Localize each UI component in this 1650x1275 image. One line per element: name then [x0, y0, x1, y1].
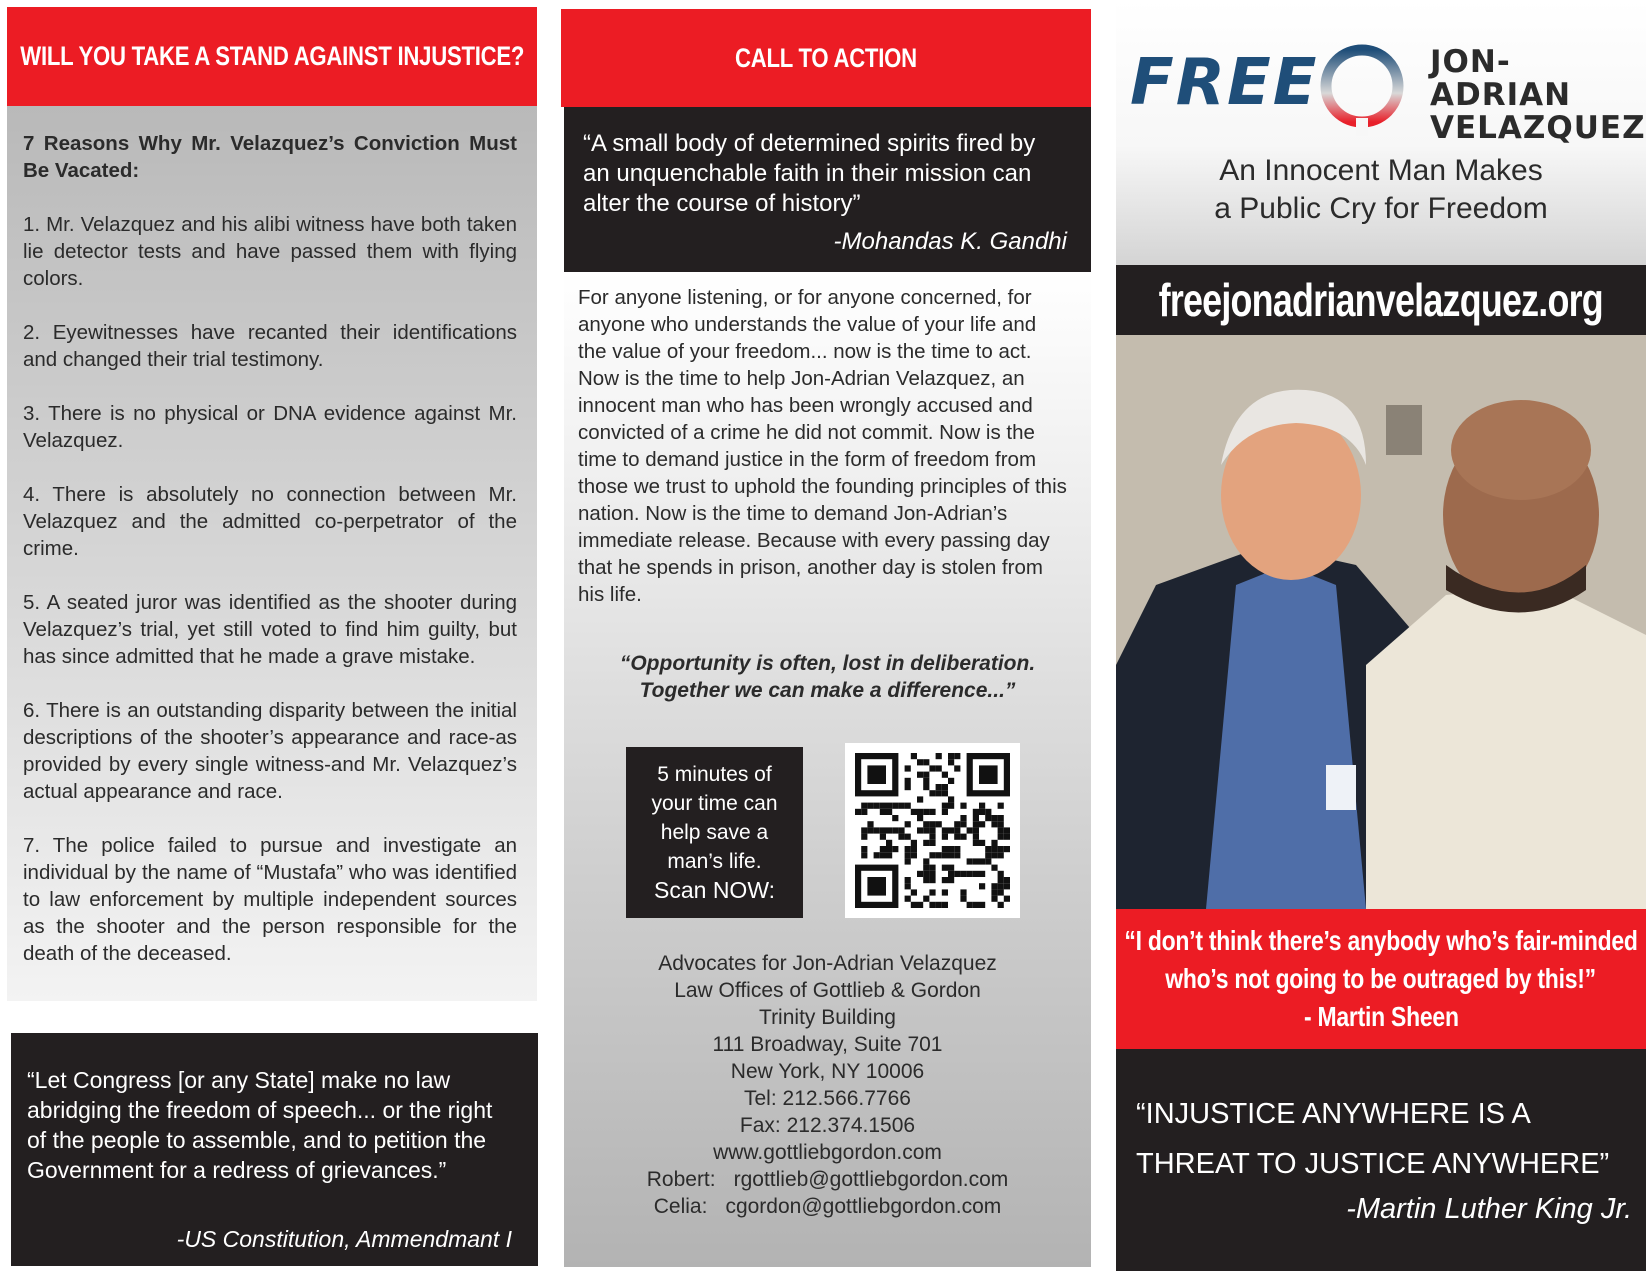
sheen-quote-line-1: “I don’t think there’s anybody who’s fair-minded — [1124, 925, 1638, 956]
contact-celia — [564, 1193, 1091, 1220]
logo-name-line-2: VELAZQUEZ — [1430, 110, 1646, 146]
address-line-3: Trinity Building — [759, 1006, 896, 1029]
reason-4: 4. There is absolutely no connection between Mr. Velazquez and the admitted co-perpetrator of the crime. — [23, 483, 517, 560]
reason-2: 2. Eyewitnesses have recanted their identifications and changed their trial testimony. — [23, 321, 517, 371]
call-to-action-box — [564, 272, 1091, 1267]
reason-7: 7. The police failed to pursue and investigate an individual by the name of “Mustafa” who was identified to law enforcement by multiple independent sources as the shooter and the person responsible for the death of the deceased. — [23, 834, 517, 965]
reason-5: 5. A seated juror was identified as the shooter during Velazquez’s trial, yet still voted to find him guilty, but has since admitted that he made a grave mistake. — [23, 591, 517, 668]
contact-name: Robert: — [646, 1168, 716, 1191]
left-panel — [7, 7, 537, 1267]
reason-6: 6. There is an outstanding disparity between the initial descriptions of the shooter’s appearance and race-as provided by every single witness-and Mr. Velazquez’s actual appearance and race. — [23, 699, 517, 803]
address-line-4: 111 Broadway, Suite 701 — [712, 1033, 943, 1056]
website-link[interactable]: www.gottliebgordon.com — [713, 1141, 942, 1164]
reasons-title: 7 Reasons Why Mr. Velazquez’s Conviction Must Be Vacated: — [23, 132, 517, 182]
right-panel — [1116, 0, 1650, 1275]
reasons-box — [7, 106, 537, 1001]
tagline — [1116, 152, 1646, 228]
tagline-line-1: An Innocent Man Makes — [1219, 154, 1543, 187]
scan-now-label: Scan NOW: — [654, 877, 775, 903]
address-line-1: Advocates for Jon-Adrian Velazquez — [658, 952, 997, 975]
callout-line-1: “Opportunity is often, lost in deliberation. — [619, 652, 1036, 675]
website-url[interactable]: freejonadrianvelazquez.org — [1158, 274, 1604, 326]
constitution-attribution: -US Constitution, Ammendmant I — [176, 1226, 512, 1252]
photo-image — [1116, 335, 1646, 909]
middle-panel — [561, 9, 1091, 1267]
gandhi-quote: “A small body of determined spirits fired by an unquenchable faith in their mission can alter the course of history” — [583, 130, 1036, 217]
reason-3: 3. There is no physical or DNA evidence against Mr. Velazquez. — [23, 402, 517, 452]
qr-code[interactable] — [845, 743, 1020, 918]
constitution-quote: “Let Congress [or any State] make no law abridging the freedom of speech... or the right of the people to assemble, and to petition the Government for a redress of grievances.” — [27, 1067, 493, 1183]
scan-line-4: man’s life. — [667, 850, 762, 873]
logo-ring-icon — [1312, 38, 1412, 138]
gandhi-attribution: -Mohandas K. Gandhi — [833, 228, 1067, 255]
scan-now-box — [626, 747, 803, 918]
mlk-quote-line-2: THREAT TO JUSTICE ANYWHERE” — [1136, 1148, 1610, 1180]
deliberation-callout — [564, 650, 1091, 704]
sheen-attribution: - Martin Sheen — [1303, 1001, 1459, 1032]
address-line-2: Law Offices of Gottlieb & Gordon — [674, 979, 981, 1002]
website-bar[interactable] — [1116, 265, 1646, 335]
logo-name — [1430, 46, 1646, 145]
mlk-quote — [1136, 1089, 1609, 1189]
qr-code-image — [845, 743, 1020, 918]
left-header-bar — [7, 7, 537, 106]
sheen-quote-line-2: who’s not going to be outraged by this!” — [1165, 963, 1597, 994]
middle-header-bar — [561, 9, 1091, 107]
gandhi-quote-box — [564, 107, 1091, 272]
sheen-quote-box — [1116, 909, 1646, 1049]
mlk-quote-box — [1116, 1049, 1646, 1271]
fax-line: Fax: 212.374.1506 — [739, 1114, 916, 1137]
contact-email-link[interactable]: rgottlieb@gottliebgordon.com — [733, 1168, 1009, 1191]
scan-line-2: your time can — [651, 792, 778, 815]
tagline-line-2: a Public Cry for Freedom — [1214, 192, 1548, 225]
contact-name: Celia: — [653, 1195, 708, 1218]
callout-line-2: Together we can make a difference...” — [639, 679, 1016, 702]
phone-line: Tel: 212.566.7766 — [744, 1087, 911, 1110]
address-line-5: New York, NY 10006 — [730, 1060, 925, 1083]
logo-tagline-area — [1116, 0, 1646, 265]
contact-address — [564, 950, 1091, 1220]
middle-header-title: CALL TO ACTION — [735, 42, 917, 73]
contact-robert — [564, 1166, 1091, 1193]
mlk-quote-line-1: “INJUSTICE ANYWHERE IS A — [1136, 1098, 1531, 1130]
left-header-title: WILL YOU TAKE A STAND AGAINST INJUSTICE? — [20, 41, 524, 71]
logo — [1130, 38, 1646, 146]
mlk-attribution: -Martin Luther King Jr. — [1346, 1193, 1632, 1225]
reason-1: 1. Mr. Velazquez and his alibi witness have both taken lie detector tests and have passed them with flying colors. — [23, 213, 517, 290]
logo-name-line-1: JON-ADRIAN — [1430, 44, 1572, 113]
contact-email-link[interactable]: cgordon@gottliebgordon.com — [725, 1195, 1002, 1218]
scan-line-3: help save a — [660, 821, 769, 844]
call-to-action-body: For anyone listening, or for anyone concerned, for anyone who understands the value of your life and the value of your freedom... now is the time to act. Now is the time to help Jon-Adrian Velazquez, an innocent man who has been wrongly accused and convicted of a crime he did not commit. Now is the time to demand justice in the form of freedom from those we trust to uphold the founding principles of this nation. Now is the time to demand Jon-Adrian’s immediate release. Because with every passing day that he spends in prison, another day is stolen from his life. — [578, 286, 1067, 606]
photo — [1116, 335, 1646, 909]
constitution-quote-box — [11, 1033, 538, 1266]
logo-free-text: FREE — [1130, 46, 1319, 120]
scan-line-1: 5 minutes of — [657, 763, 772, 786]
